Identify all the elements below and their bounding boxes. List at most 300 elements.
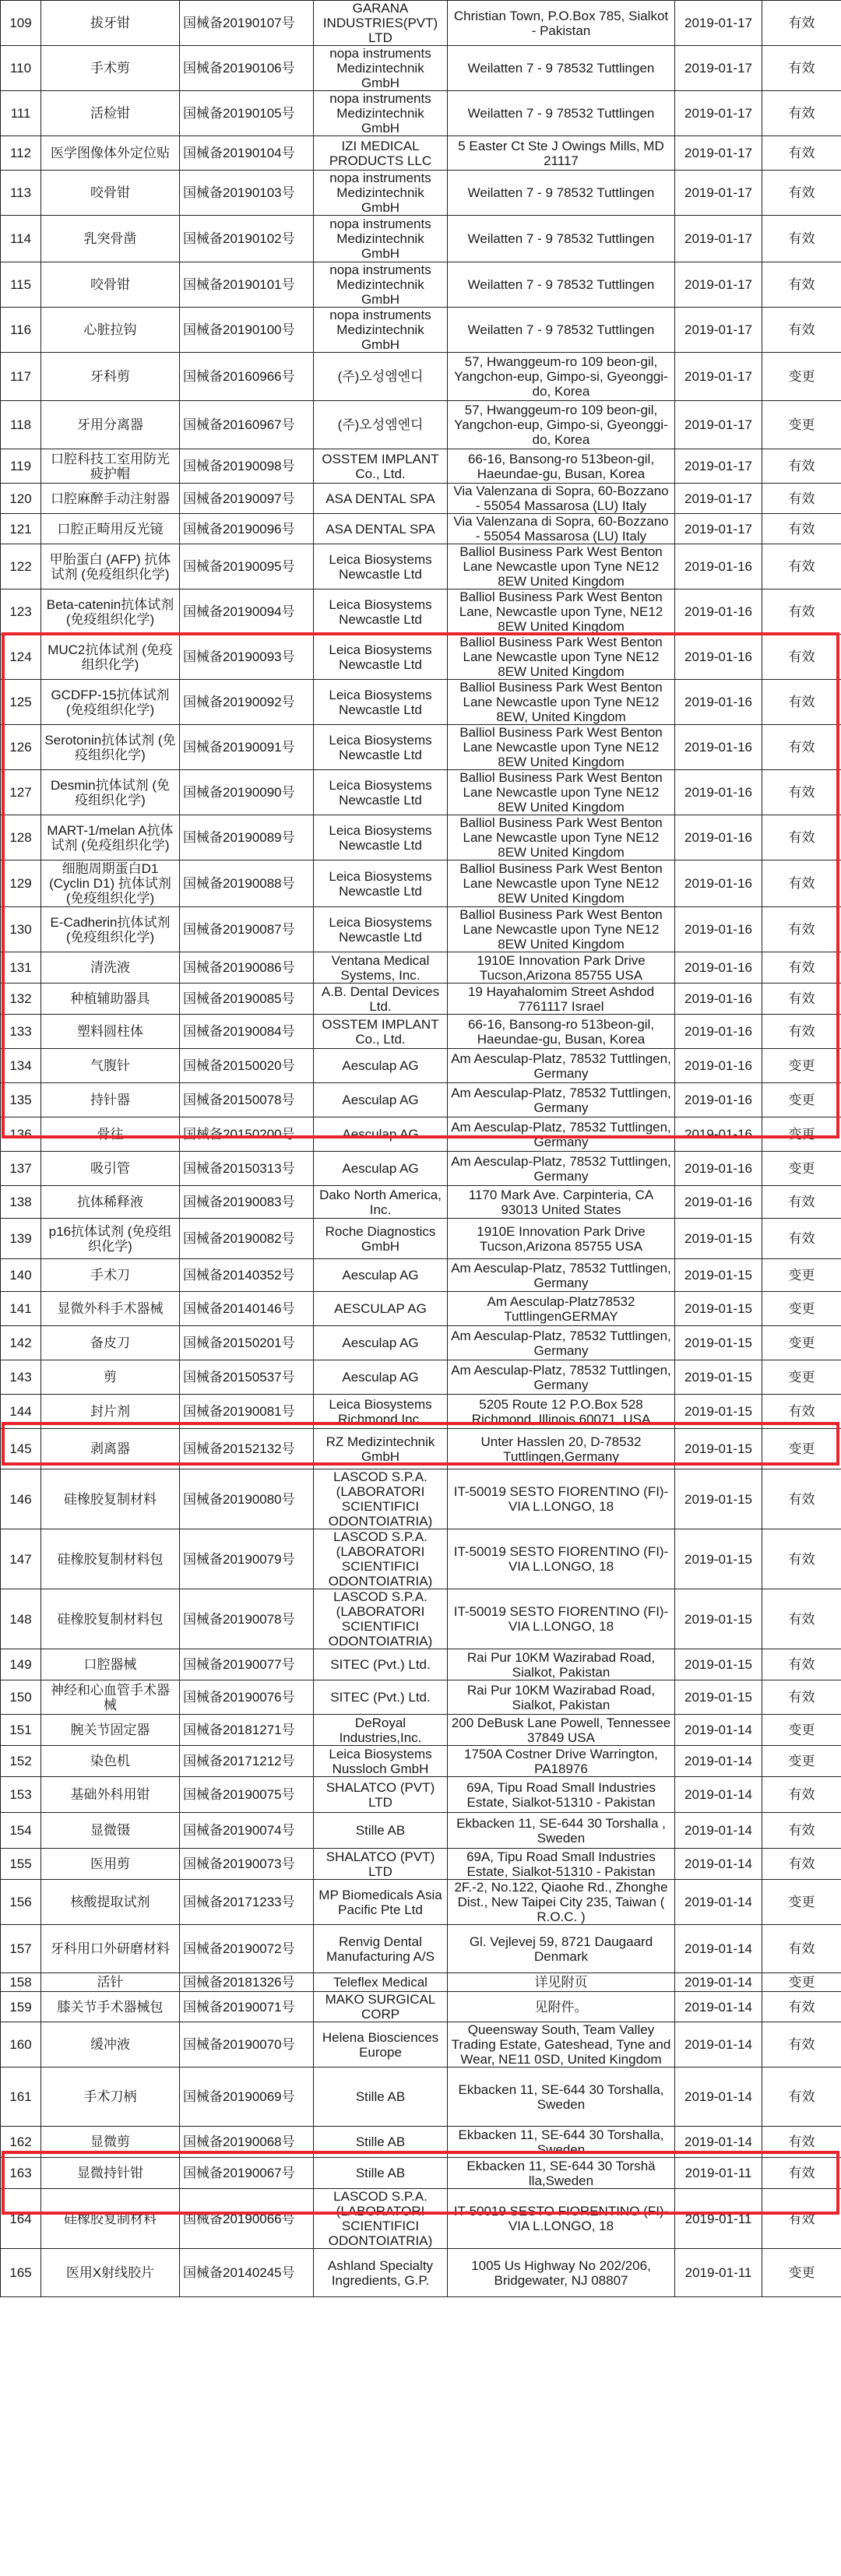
table-row (1, 1529, 841, 1589)
manufacturer-name-cell: MAKO SURGICAL CORP (314, 1992, 448, 2022)
row-number-cell: 123 (1, 589, 41, 635)
table-row (1, 1186, 841, 1219)
manufacturer-name-cell: Leica Biosystems Nussloch GmbH (314, 1746, 448, 1777)
table-row (1, 907, 841, 952)
record-date-cell: 2019-01-15 (675, 1292, 762, 1326)
record-status-cell: 有效 (762, 262, 841, 308)
record-status-cell: 有效 (762, 1469, 841, 1529)
record-status-cell: 有效 (762, 544, 841, 589)
table-row (1, 1117, 841, 1152)
product-name-cell: 硅橡胶复制材料 (41, 1469, 180, 1529)
product-name-cell: MUC2抗体试剂 (免疫组织化学) (41, 635, 180, 680)
row-number-cell: 112 (1, 136, 41, 171)
row-number-cell: 115 (1, 262, 41, 308)
record-status-cell: 有效 (762, 171, 841, 216)
record-status-cell: 有效 (762, 2067, 841, 2127)
table-row (1, 1973, 841, 1992)
manufacturer-address-cell: Weilatten 7 - 9 78532 Tuttlingen (448, 91, 675, 136)
product-name-cell: 神经和心血管手术器械 (41, 1680, 180, 1715)
product-name-cell: 甲胎蛋白 (AFP) 抗体试剂 (免疫组织化学) (41, 544, 180, 589)
product-name-cell: Beta-catenin抗体试剂 (免疫组织化学) (41, 589, 180, 635)
product-name-cell: MART-1/melan A抗体试剂 (免疫组织化学) (41, 815, 180, 860)
record-status-cell: 有效 (762, 1, 841, 46)
manufacturer-address-cell: Balliol Business Park West Benton Lane Newcastle upon Tyne NE12 8EW United Kingdom (448, 544, 675, 589)
record-status-cell: 有效 (762, 725, 841, 770)
registration-number-cell: 国械备20190071号 (180, 1992, 314, 2022)
record-date-cell: 2019-01-16 (675, 815, 762, 860)
registration-number-cell: 国械备20150201号 (180, 1326, 314, 1360)
manufacturer-name-cell: A.B. Dental Devices Ltd. (314, 984, 448, 1015)
manufacturer-name-cell: Leica Biosystems Newcastle Ltd (314, 860, 448, 907)
row-number-cell: 121 (1, 514, 41, 544)
registration-number-cell: 国械备20190103号 (180, 171, 314, 216)
registration-number-cell: 国械备20171212号 (180, 1746, 314, 1777)
record-status-cell: 变更 (762, 2249, 841, 2297)
product-name-cell: 缓冲液 (41, 2022, 180, 2067)
record-status-cell: 有效 (762, 984, 841, 1015)
table-row (1, 680, 841, 725)
registration-number-cell: 国械备20190069号 (180, 2067, 314, 2127)
record-status-cell: 变更 (762, 1880, 841, 1925)
record-status-cell: 变更 (762, 1326, 841, 1360)
record-date-cell: 2019-01-14 (675, 1880, 762, 1925)
manufacturer-address-cell: Rai Pur 10KM Wazirabad Road, Sialkot, Pakistan (448, 1680, 675, 1715)
record-status-cell: 有效 (762, 46, 841, 91)
registration-number-cell: 国械备20181326号 (180, 1973, 314, 1992)
registration-number-cell: 国械备20150200号 (180, 1117, 314, 1152)
record-status-cell: 有效 (762, 1395, 841, 1429)
table-row (1, 484, 841, 514)
registration-number-cell: 国械备20190085号 (180, 984, 314, 1015)
row-number-cell: 111 (1, 91, 41, 136)
table-row (1, 1049, 841, 1083)
manufacturer-address-cell: 5205 Route 12 P.O.Box 528 Richmond, Illinois 60071, USA (448, 1395, 675, 1429)
registration-number-cell: 国械备20140352号 (180, 1259, 314, 1292)
manufacturer-name-cell: nopa instruments Medizintechnik GmbH (314, 262, 448, 308)
row-number-cell: 143 (1, 1360, 41, 1395)
record-date-cell: 2019-01-14 (675, 2067, 762, 2127)
registration-number-cell: 国械备20190083号 (180, 1186, 314, 1219)
row-number-cell: 138 (1, 1186, 41, 1219)
manufacturer-address-cell: Queensway South, Team Valley Trading Estate, Gateshead, Tyne and Wear, NE11 0SD, United Kingdom (448, 2022, 675, 2067)
record-status-cell: 变更 (762, 1152, 841, 1186)
manufacturer-address-cell: 5 Easter Ct Ste J Owings Mills, MD 21117 (448, 136, 675, 171)
manufacturer-name-cell: SHALATCO (PVT) LTD (314, 1777, 448, 1813)
registration-number-cell: 国械备20160966号 (180, 353, 314, 401)
registration-number-cell: 国械备20190091号 (180, 725, 314, 770)
record-date-cell: 2019-01-15 (675, 1360, 762, 1395)
manufacturer-address-cell: Balliol Business Park West Benton Lane Newcastle upon Tyne NE12 8EW United Kingdom (448, 815, 675, 860)
table-row (1, 1326, 841, 1360)
manufacturer-name-cell: Leica Biosystems Newcastle Ltd (314, 770, 448, 815)
table-row (1, 1, 841, 46)
manufacturer-address-cell: Ekbacken 11, SE-644 30 Torshalla , Sweden (448, 1813, 675, 1849)
registration-number-cell: 国械备20190088号 (180, 860, 314, 907)
table-row (1, 2067, 841, 2127)
manufacturer-name-cell: Aesculap AG (314, 1152, 448, 1186)
product-name-cell: 口腔麻醉手动注射器 (41, 484, 180, 514)
manufacturer-address-cell: 1005 Us Highway No 202/206, Bridgewater, NJ 08807 (448, 2249, 675, 2297)
manufacturer-name-cell: Leica Biosystems Newcastle Ltd (314, 680, 448, 725)
manufacturer-name-cell: LASCOD S.P.A. (LABORATORI SCIENTIFICI ODONTOIATRIA) (314, 2189, 448, 2249)
product-name-cell: 气腹针 (41, 1049, 180, 1083)
row-number-cell: 114 (1, 216, 41, 262)
table-row (1, 1429, 841, 1469)
manufacturer-name-cell: LASCOD S.P.A. (LABORATORI SCIENTIFICI ODONTOIATRIA) (314, 1589, 448, 1649)
table-row (1, 1777, 841, 1813)
registration-number-cell: 国械备20190078号 (180, 1589, 314, 1649)
manufacturer-name-cell: SITEC (Pvt.) Ltd. (314, 1680, 448, 1715)
table-row (1, 401, 841, 449)
record-date-cell: 2019-01-16 (675, 589, 762, 635)
table-row (1, 1083, 841, 1117)
record-status-cell: 有效 (762, 815, 841, 860)
row-number-cell: 149 (1, 1649, 41, 1680)
manufacturer-address-cell: 详见附页 (448, 1973, 675, 1992)
record-status-cell: 有效 (762, 308, 841, 353)
record-status-cell: 有效 (762, 1015, 841, 1049)
registration-number-cell: 国械备20190107号 (180, 1, 314, 46)
manufacturer-address-cell: Via Valenzana di Sopra, 60-Bozzano - 55054 Massarosa (LU) Italy (448, 484, 675, 514)
product-name-cell: 咬骨钳 (41, 262, 180, 308)
table-row (1, 952, 841, 984)
record-date-cell: 2019-01-16 (675, 544, 762, 589)
manufacturer-name-cell: Stille AB (314, 2127, 448, 2158)
product-name-cell: p16抗体试剂 (免疫组织化学) (41, 1219, 180, 1259)
table-row (1, 2249, 841, 2297)
manufacturer-address-cell: Balliol Business Park West Benton Lane, Newcastle upon Tyne, NE12 8EW United Kingdom (448, 589, 675, 635)
manufacturer-name-cell: nopa instruments Medizintechnik GmbH (314, 171, 448, 216)
manufacturer-name-cell: ASA DENTAL SPA (314, 484, 448, 514)
row-number-cell: 153 (1, 1777, 41, 1813)
registration-number-cell: 国械备20190104号 (180, 136, 314, 171)
row-number-cell: 145 (1, 1429, 41, 1469)
row-number-cell: 155 (1, 1849, 41, 1880)
record-date-cell: 2019-01-15 (675, 1326, 762, 1360)
registration-number-cell: 国械备20190068号 (180, 2127, 314, 2158)
record-status-cell: 有效 (762, 2022, 841, 2067)
manufacturer-name-cell: Aesculap AG (314, 1049, 448, 1083)
record-date-cell: 2019-01-14 (675, 2127, 762, 2158)
manufacturer-name-cell: Stille AB (314, 2067, 448, 2127)
record-date-cell: 2019-01-16 (675, 907, 762, 952)
row-number-cell: 118 (1, 401, 41, 449)
manufacturer-address-cell: Weilatten 7 - 9 78532 Tuttlingen (448, 46, 675, 91)
manufacturer-address-cell: Am Aesculap-Platz, 78532 Tuttlingen, Germany (448, 1083, 675, 1117)
record-date-cell: 2019-01-16 (675, 1049, 762, 1083)
registration-number-cell: 国械备20190076号 (180, 1680, 314, 1715)
manufacturer-address-cell: IT-50019 SESTO FIORENTINO (FI)-VIA L.LONGO, 18 (448, 2189, 675, 2249)
row-number-cell: 117 (1, 353, 41, 401)
product-name-cell: 口腔正畸用反光镜 (41, 514, 180, 544)
row-number-cell: 165 (1, 2249, 41, 2297)
record-date-cell: 2019-01-16 (675, 984, 762, 1015)
manufacturer-name-cell: Ventana Medical Systems, Inc. (314, 952, 448, 984)
registration-number-cell: 国械备20190090号 (180, 770, 314, 815)
record-date-cell: 2019-01-14 (675, 2022, 762, 2067)
manufacturer-name-cell: Ashland Specialty Ingredients, G.P. (314, 2249, 448, 2297)
manufacturer-address-cell: 1910E Innovation Park Drive Tucson,Arizona 85755 USA (448, 1219, 675, 1259)
record-date-cell: 2019-01-16 (675, 860, 762, 907)
row-number-cell: 150 (1, 1680, 41, 1715)
table-row (1, 1292, 841, 1326)
registration-number-cell: 国械备20190097号 (180, 484, 314, 514)
manufacturer-address-cell: 1170 Mark Ave. Carpinteria, CA 93013 United States (448, 1186, 675, 1219)
record-date-cell: 2019-01-16 (675, 1015, 762, 1049)
table-row (1, 2022, 841, 2067)
row-number-cell: 122 (1, 544, 41, 589)
record-status-cell: 有效 (762, 484, 841, 514)
product-name-cell: Serotonin抗体试剂 (免疫组织化学) (41, 725, 180, 770)
record-date-cell: 2019-01-15 (675, 1529, 762, 1589)
record-date-cell: 2019-01-17 (675, 401, 762, 449)
manufacturer-name-cell: Leica Biosystems Newcastle Ltd (314, 725, 448, 770)
row-number-cell: 131 (1, 952, 41, 984)
table-row (1, 216, 841, 262)
table-row (1, 262, 841, 308)
registration-number-cell: 国械备20190066号 (180, 2189, 314, 2249)
product-name-cell: Desmin抗体试剂 (免疫组织化学) (41, 770, 180, 815)
registration-number-cell: 国械备20150078号 (180, 1083, 314, 1117)
manufacturer-name-cell: Renvig Dental Manufacturing A/S (314, 1925, 448, 1973)
row-number-cell: 124 (1, 635, 41, 680)
record-status-cell: 有效 (762, 907, 841, 952)
row-number-cell: 133 (1, 1015, 41, 1049)
row-number-cell: 154 (1, 1813, 41, 1849)
table-row (1, 1219, 841, 1259)
record-status-cell: 有效 (762, 1992, 841, 2022)
product-name-cell: 持针器 (41, 1083, 180, 1117)
manufacturer-name-cell: Stille AB (314, 2158, 448, 2189)
record-status-cell: 有效 (762, 1186, 841, 1219)
manufacturer-name-cell: Aesculap AG (314, 1083, 448, 1117)
row-number-cell: 125 (1, 680, 41, 725)
product-name-cell: 硅橡胶复制材料包 (41, 1529, 180, 1589)
record-status-cell: 变更 (762, 1746, 841, 1777)
record-date-cell: 2019-01-16 (675, 770, 762, 815)
record-status-cell: 变更 (762, 353, 841, 401)
manufacturer-name-cell: DeRoyal Industries,Inc. (314, 1715, 448, 1746)
record-date-cell: 2019-01-15 (675, 1680, 762, 1715)
record-date-cell: 2019-01-14 (675, 1813, 762, 1849)
table-row (1, 984, 841, 1015)
manufacturer-name-cell: Leica Biosystems Newcastle Ltd (314, 544, 448, 589)
row-number-cell: 113 (1, 171, 41, 216)
registration-number-cell: 国械备20190084号 (180, 1015, 314, 1049)
manufacturer-address-cell: Ekbacken 11, SE-644 30 Torshä lla,Sweden (448, 2158, 675, 2189)
table-row (1, 1152, 841, 1186)
record-date-cell: 2019-01-14 (675, 1777, 762, 1813)
product-name-cell: 备皮刀 (41, 1326, 180, 1360)
product-name-cell: 牙用分离器 (41, 401, 180, 449)
manufacturer-name-cell: (주)오성엠엔디 (314, 353, 448, 401)
registration-number-cell: 国械备20152132号 (180, 1429, 314, 1469)
record-status-cell: 有效 (762, 1219, 841, 1259)
table-row (1, 46, 841, 91)
record-date-cell: 2019-01-11 (675, 2249, 762, 2297)
manufacturer-name-cell: GARANA INDUSTRIES(PVT) LTD (314, 1, 448, 46)
table-row (1, 2127, 841, 2158)
manufacturer-address-cell: Weilatten 7 - 9 78532 Tuttlingen (448, 308, 675, 353)
product-name-cell: 口腔器械 (41, 1649, 180, 1680)
manufacturer-address-cell: Balliol Business Park West Benton Lane Newcastle upon Tyne NE12 8EW United Kingdom (448, 725, 675, 770)
manufacturer-address-cell: Balliol Business Park West Benton Lane Newcastle upon Tyne NE12 8EW, United Kingdom (448, 680, 675, 725)
registration-number-cell: 国械备20190079号 (180, 1529, 314, 1589)
manufacturer-address-cell: Gl. Vejlevej 59, 8721 Daugaard Denmark (448, 1925, 675, 1973)
row-number-cell: 151 (1, 1715, 41, 1746)
manufacturer-name-cell: nopa instruments Medizintechnik GmbH (314, 91, 448, 136)
record-date-cell: 2019-01-17 (675, 171, 762, 216)
manufacturer-name-cell: Dako North America, Inc. (314, 1186, 448, 1219)
record-status-cell: 变更 (762, 1360, 841, 1395)
record-status-cell: 有效 (762, 514, 841, 544)
manufacturer-name-cell: ASA DENTAL SPA (314, 514, 448, 544)
row-number-cell: 134 (1, 1049, 41, 1083)
manufacturer-address-cell: 见附件。 (448, 1992, 675, 2022)
manufacturer-name-cell: IZI MEDICAL PRODUCTS LLC (314, 136, 448, 171)
product-name-cell: 口腔科技工室用防光疲护帽 (41, 449, 180, 484)
product-name-cell: 显微剪 (41, 2127, 180, 2158)
registration-number-cell: 国械备20160967号 (180, 401, 314, 449)
record-status-cell: 有效 (762, 860, 841, 907)
manufacturer-address-cell: IT-50019 SESTO FIORENTINO (FI)-VIA L.LONGO, 18 (448, 1469, 675, 1529)
registration-number-cell: 国械备20190075号 (180, 1777, 314, 1813)
record-date-cell: 2019-01-17 (675, 1, 762, 46)
registration-number-cell: 国械备20190101号 (180, 262, 314, 308)
record-status-cell: 有效 (762, 635, 841, 680)
product-name-cell: 细胞周期蛋白D1 (Cyclin D1) 抗体试剂 (免疫组织化学) (41, 860, 180, 907)
record-status-cell: 变更 (762, 1429, 841, 1469)
manufacturer-name-cell: RZ Medizintechnik GmbH (314, 1429, 448, 1469)
record-status-cell: 有效 (762, 770, 841, 815)
manufacturer-name-cell: Leica Biosystems Newcastle Ltd (314, 907, 448, 952)
manufacturer-address-cell: 1910E Innovation Park Drive Tucson,Arizona 85755 USA (448, 952, 675, 984)
record-status-cell: 有效 (762, 1649, 841, 1680)
record-status-cell: 变更 (762, 1973, 841, 1992)
table-row (1, 1649, 841, 1680)
record-date-cell: 2019-01-16 (675, 1083, 762, 1117)
product-name-cell: 骨往 (41, 1117, 180, 1152)
record-date-cell: 2019-01-17 (675, 46, 762, 91)
record-status-cell: 有效 (762, 1849, 841, 1880)
product-name-cell: 医用剪 (41, 1849, 180, 1880)
record-status-cell: 变更 (762, 1117, 841, 1152)
record-date-cell: 2019-01-14 (675, 1925, 762, 1973)
table-row (1, 1992, 841, 2022)
product-name-cell: 抗体稀释液 (41, 1186, 180, 1219)
record-status-cell: 变更 (762, 401, 841, 449)
record-date-cell: 2019-01-16 (675, 1117, 762, 1152)
row-number-cell: 136 (1, 1117, 41, 1152)
product-name-cell: 牙科用口外研磨材料 (41, 1925, 180, 1973)
record-date-cell: 2019-01-15 (675, 1589, 762, 1649)
manufacturer-address-cell: Balliol Business Park West Benton Lane Newcastle upon Tyne NE12 8EW United Kingdom (448, 770, 675, 815)
manufacturer-address-cell: 1750A Costner Drive Warrington, PA18976 (448, 1746, 675, 1777)
registration-number-cell: 国械备20140146号 (180, 1292, 314, 1326)
row-number-cell: 127 (1, 770, 41, 815)
manufacturer-name-cell: nopa instruments Medizintechnik GmbH (314, 308, 448, 353)
manufacturer-address-cell: Via Valenzana di Sopra, 60-Bozzano - 55054 Massarosa (LU) Italy (448, 514, 675, 544)
manufacturer-address-cell: 57, Hwanggeum-ro 109 beon-gil, Yangchon-eup, Gimpo-si, Gyeonggi-do, Korea (448, 401, 675, 449)
product-name-cell: 清洗液 (41, 952, 180, 984)
manufacturer-name-cell: SITEC (Pvt.) Ltd. (314, 1649, 448, 1680)
manufacturer-address-cell: 200 DeBusk Lane Powell, Tennessee 37849 USA (448, 1715, 675, 1746)
record-date-cell: 2019-01-17 (675, 449, 762, 484)
manufacturer-address-cell: 69A, Tipu Road Small Industries Estate, Sialkot-51310 - Pakistan (448, 1777, 675, 1813)
table-row (1, 449, 841, 484)
registration-number-cell: 国械备20190087号 (180, 907, 314, 952)
manufacturer-address-cell: 2F.-2, No.122, Qiaohe Rd., Zhonghe Dist., New Taipei City 235, Taiwan ( R.O.C. ) (448, 1880, 675, 1925)
product-name-cell: 膝关节手术器械包 (41, 1992, 180, 2022)
row-number-cell: 157 (1, 1925, 41, 1973)
table-row (1, 635, 841, 680)
manufacturer-address-cell: 19 Hayahalomim Street Ashdod 7761117 Israel (448, 984, 675, 1015)
record-date-cell: 2019-01-17 (675, 262, 762, 308)
row-number-cell: 142 (1, 1326, 41, 1360)
row-number-cell: 162 (1, 2127, 41, 2158)
product-name-cell: E-Cadherin抗体试剂 (免疫组织化学) (41, 907, 180, 952)
record-date-cell: 2019-01-17 (675, 216, 762, 262)
record-status-cell: 有效 (762, 1813, 841, 1849)
record-status-cell: 变更 (762, 1292, 841, 1326)
row-number-cell: 144 (1, 1395, 41, 1429)
manufacturer-address-cell: Am Aesculap-Platz, 78532 Tuttlingen, Germany (448, 1326, 675, 1360)
manufacturer-address-cell: Am Aesculap-Platz, 78532 Tuttlingen, Germany (448, 1360, 675, 1395)
record-date-cell: 2019-01-17 (675, 91, 762, 136)
manufacturer-address-cell: IT-50019 SESTO FIORENTINO (FI)-VIA L.LONGO, 18 (448, 1529, 675, 1589)
product-name-cell: 手术刀 (41, 1259, 180, 1292)
row-number-cell: 137 (1, 1152, 41, 1186)
product-name-cell: 显微外科手术器械 (41, 1292, 180, 1326)
table-row (1, 2158, 841, 2189)
registration-number-cell: 国械备20190089号 (180, 815, 314, 860)
record-date-cell: 2019-01-11 (675, 2189, 762, 2249)
manufacturer-name-cell: Aesculap AG (314, 1259, 448, 1292)
record-status-cell: 变更 (762, 1049, 841, 1083)
registration-number-cell: 国械备20190094号 (180, 589, 314, 635)
manufacturer-name-cell: nopa instruments Medizintechnik GmbH (314, 46, 448, 91)
product-name-cell: 咬骨钳 (41, 171, 180, 216)
manufacturer-name-cell: MP Biomedicals Asia Pacific Pte Ltd (314, 1880, 448, 1925)
record-date-cell: 2019-01-15 (675, 1429, 762, 1469)
manufacturer-address-cell: Balliol Business Park West Benton Lane Newcastle upon Tyne NE12 8EW United Kingdom (448, 860, 675, 907)
table-row (1, 1746, 841, 1777)
table-row (1, 308, 841, 353)
table-row (1, 1360, 841, 1395)
row-number-cell: 130 (1, 907, 41, 952)
record-status-cell: 有效 (762, 1777, 841, 1813)
manufacturer-name-cell: Aesculap AG (314, 1117, 448, 1152)
manufacturer-name-cell: OSSTEM IMPLANT Co., Ltd. (314, 449, 448, 484)
product-name-cell: 乳突骨凿 (41, 216, 180, 262)
row-number-cell: 141 (1, 1292, 41, 1326)
manufacturer-address-cell: Am Aesculap-Platz, 78532 Tuttlingen, Germany (448, 1049, 675, 1083)
registration-number-cell: 国械备20190067号 (180, 2158, 314, 2189)
manufacturer-name-cell: Aesculap AG (314, 1360, 448, 1395)
product-name-cell: 核酸提取试剂 (41, 1880, 180, 1925)
manufacturer-address-cell: Weilatten 7 - 9 78532 Tuttlingen (448, 262, 675, 308)
product-name-cell: 塑料圆柱体 (41, 1015, 180, 1049)
manufacturer-name-cell: nopa instruments Medizintechnik GmbH (314, 216, 448, 262)
record-status-cell: 有效 (762, 2127, 841, 2158)
row-number-cell: 140 (1, 1259, 41, 1292)
record-status-cell: 有效 (762, 680, 841, 725)
product-name-cell: 活检钳 (41, 91, 180, 136)
product-name-cell: 染色机 (41, 1746, 180, 1777)
manufacturer-name-cell: LASCOD S.P.A. (LABORATORI SCIENTIFICI ODONTOIATRIA) (314, 1469, 448, 1529)
manufacturer-name-cell: Leica Biosystems Richmond,Inc. (314, 1395, 448, 1429)
product-name-cell: 腕关节固定器 (41, 1715, 180, 1746)
